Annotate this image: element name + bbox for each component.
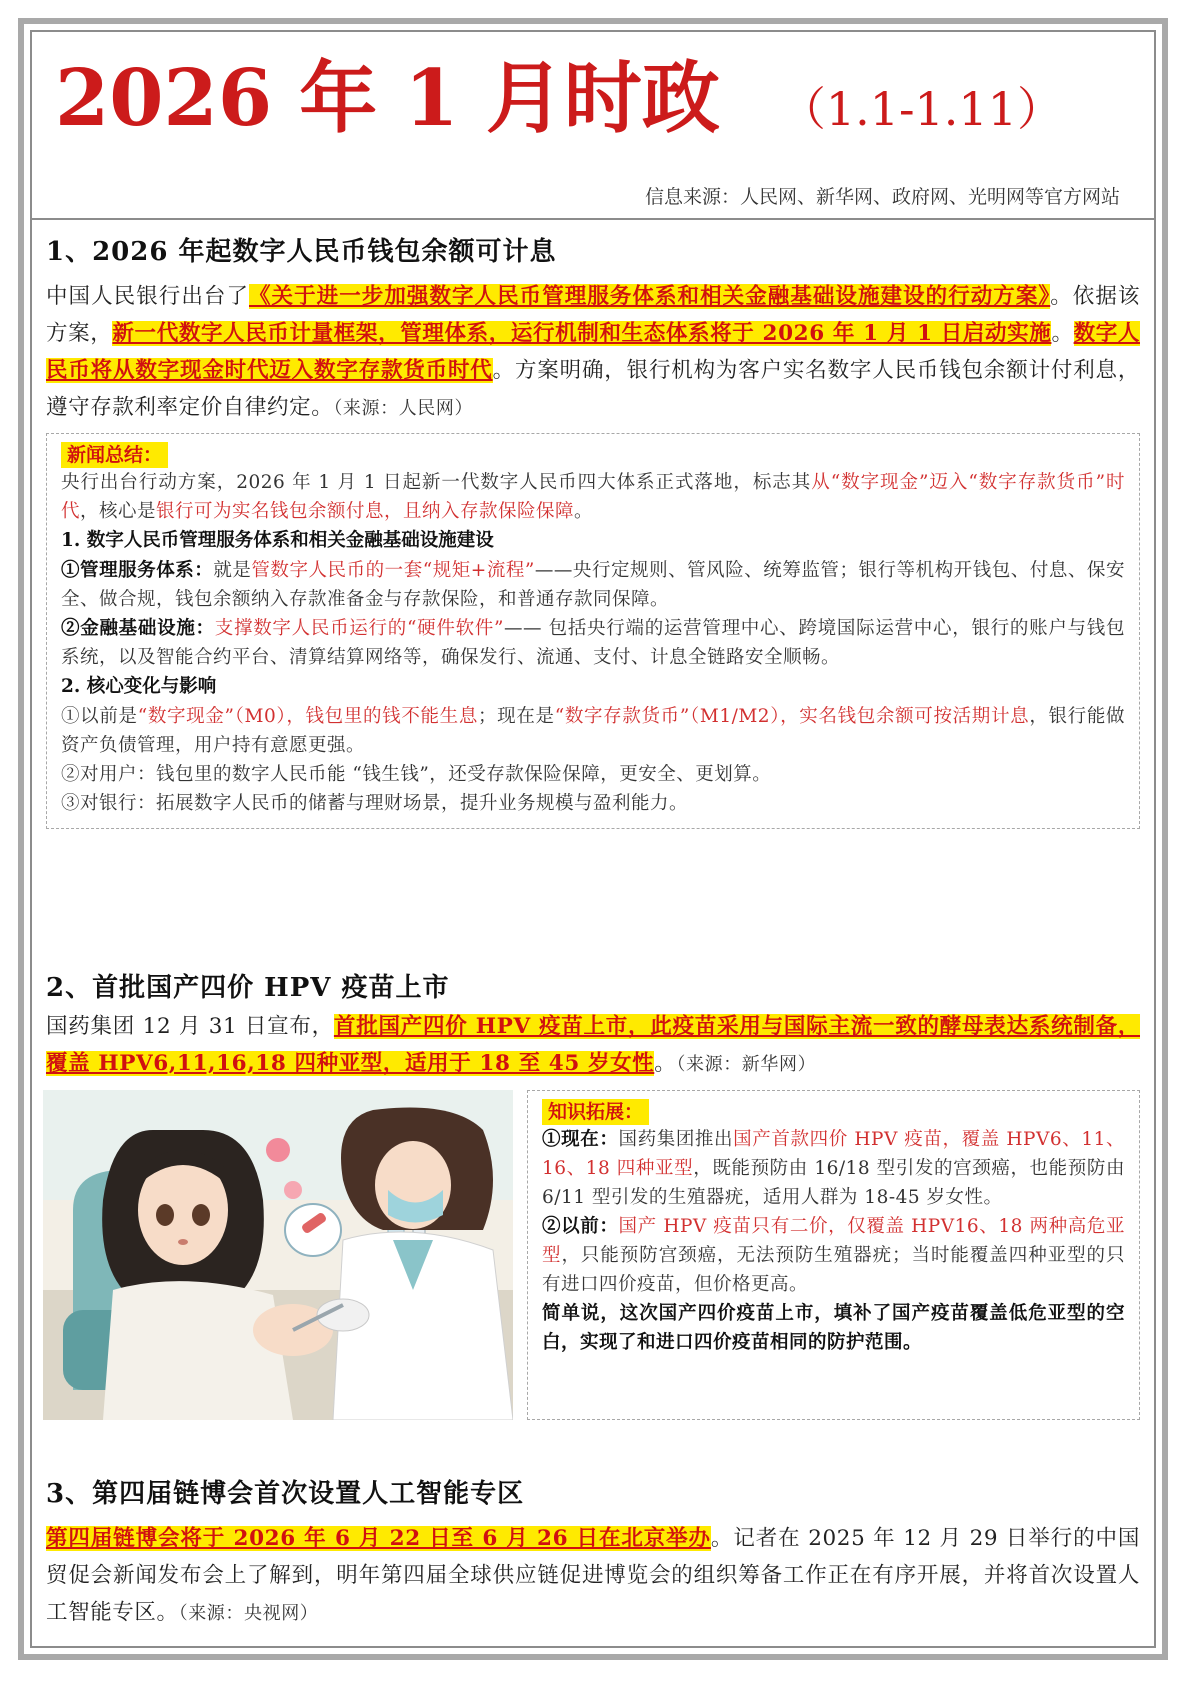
bold-lead: ①现在： [542, 1129, 619, 1150]
text-run: ，银行能做资产负债管理，用户持有意愿更强。 [61, 706, 1125, 756]
text-run: 。 [1051, 321, 1074, 346]
text-run: —— 包括央行端的运营管理中心、跨境国际运营中心，银行的账户与钱包系统，以及智能合约平台、清算结算网络等，确保发行、流通、支付、计息全链路安全顺畅。 [61, 618, 1125, 668]
summary-text [61, 468, 1125, 526]
highlight-plan-title: 《关于进一步加强数字人民币管理服务体系和相关金融基础设施建设的行动方案》 [249, 284, 1051, 309]
summary-item-2 [61, 614, 1125, 672]
knowledge-tag: 知识拓展： [542, 1099, 649, 1125]
text-run: ，既能预防由 16/18 型引发的宫颈癌，也能预防由 6/11 型引发的生殖器疣，适用人群为 18-45 岁女性。 [542, 1158, 1125, 1208]
section-1-paragraph [46, 278, 1140, 427]
knowledge-now [542, 1125, 1125, 1212]
text-run: 中国人民银行出台了 [46, 284, 249, 309]
knowledge-box [527, 1090, 1140, 1420]
highlight-expo: 第四届链博会将于 2026 年 6 月 22 日至 6 月 26 日在北京举办 [46, 1526, 711, 1551]
bold-lead: ②金融基础设施： [61, 618, 215, 639]
page-title [55, 53, 1115, 144]
text-run: 。 [654, 1051, 677, 1076]
text-run: 央行出台行动方案，2026 年 1 月 1 日起新一代数字人民币四大体系正式落地，标志其 [61, 472, 812, 493]
source-label: （来源：人民网） [333, 398, 474, 419]
summary-change-3: ③对银行：拓展数字人民币的储蓄与理财场景，提升业务规模与盈利能力。 [61, 793, 689, 814]
summary-heading-1: 1. 数字人民币管理服务体系和相关金融基础设施建设 [61, 530, 494, 551]
section-1 [46, 234, 1140, 829]
summary-heading-2: 2. 核心变化与影响 [61, 676, 217, 697]
news-summary-box [46, 433, 1140, 829]
red-text: “数字现金”（M0），钱包里的钱不能生息 [137, 706, 479, 727]
news-summary-tag: 新闻总结： [61, 442, 168, 468]
section-2-paragraph [46, 1008, 1140, 1083]
highlight-era: 数字人民币将从数字现金时代迈入数字存款货币时代 [46, 321, 1140, 383]
summary-change-1 [61, 702, 1125, 760]
text-run: 国药集团 12 月 31 日宣布， [46, 1014, 334, 1039]
summary-change-2: ②对用户：钱包里的数字人民币能 “钱生钱”，还受存款保险保障，更安全、更划算。 [61, 764, 772, 785]
red-text: 从“数字现金”迈入“数字存款货币”时代 [61, 472, 1125, 522]
title-text: 2026 年 1 月时政 [55, 53, 720, 144]
text-run: ；现在是 [478, 706, 555, 727]
text-run: 。 [574, 501, 594, 522]
source-label: （来源：央视网） [178, 1603, 319, 1624]
red-text: 支撑数字人民币运行的“硬件软件” [214, 618, 504, 639]
red-text: “数字存款货币”（M1/M2），实名钱包余额可按活期计息 [554, 706, 1030, 727]
section-1-title: 1、2026 年起数字人民币钱包余额可计息 [46, 237, 557, 267]
text-run: ——央行定规则、管风险、统筹监管；银行等机构开钱包、付息、保安全、做合规，钱包余额纳入存款准备金与存款保险，和普通存款同保障。 [61, 560, 1125, 610]
red-text: 国产 HPV 疫苗只有二价，仅覆盖 HPV16、18 两种高危亚型 [542, 1216, 1125, 1266]
section-3-title: 3、第四届链博会首次设置人工智能专区 [46, 1479, 525, 1509]
section-3-paragraph [46, 1520, 1140, 1632]
section-2-title: 2、首批国产四价 HPV 疫苗上市 [46, 973, 450, 1003]
source-line: 信息来源：人民网、新华网、政府网、光明网等官方网站 [644, 186, 1120, 208]
text-run: 。依据该方案， [46, 284, 1140, 346]
red-text: 银行可为实名钱包余额付息，且纳入存款保险保障 [156, 501, 575, 522]
title-date-range: （1.1-1.11） [779, 82, 1063, 136]
text-run: 。方案明确，银行机构为客户实名数字人民币钱包余额计付利息，遵守存款利率定价自律约定。 [46, 358, 1140, 420]
highlight-hpv: 首批国产四价 HPV 疫苗上市，此疫苗采用与国际主流一致的酵母表达系统制备，覆盖 HPV6,11,16,18 四种亚型，适用于 18 至 45 岁女性 [46, 1014, 1140, 1076]
source-label: （来源：新华网） [676, 1054, 817, 1075]
highlight-launch: 新一代数字人民币计量框架，管理体系，运行机制和生态体系将于 2026 年 1 月 1 日启动实施 [112, 321, 1052, 346]
vaccination-illustration [43, 1090, 513, 1420]
text-run: ，核心是 [80, 501, 157, 522]
text-run: 就是 [213, 560, 252, 581]
bold-lead: ②以前： [542, 1216, 619, 1237]
text-run: ①以前是 [61, 706, 138, 727]
knowledge-before [542, 1212, 1125, 1299]
knowledge-summary: 简单说，这次国产四价疫苗上市，填补了国产疫苗覆盖低危亚型的空白，实现了和进口四价疫苗相同的防护范围。 [542, 1303, 1125, 1353]
text-run: 。记者在 2025 年 12 月 29 日举行的中国贸促会新闻发布会上了解到，明年第四届全球供应链促进博览会的组织筹备工作正在有序开展，并将首次设置人工智能专区。 [46, 1526, 1140, 1625]
section-3 [46, 1476, 1140, 1632]
text-run: ，只能预防宫颈癌，无法预防生殖器疣；当时能覆盖四种亚型的只有进口四价疫苗，但价格更高。 [542, 1245, 1125, 1295]
red-text: 国产首款四价 HPV 疫苗，覆盖 HPV6、11、16、18 四种亚型 [542, 1129, 1125, 1179]
text-run: 国药集团推出 [618, 1129, 734, 1150]
summary-item-1 [61, 556, 1125, 614]
red-text: 管数字人民币的一套“规矩+流程” [251, 560, 535, 581]
section-2 [46, 970, 1140, 1083]
bold-lead: ①管理服务体系： [61, 560, 214, 581]
